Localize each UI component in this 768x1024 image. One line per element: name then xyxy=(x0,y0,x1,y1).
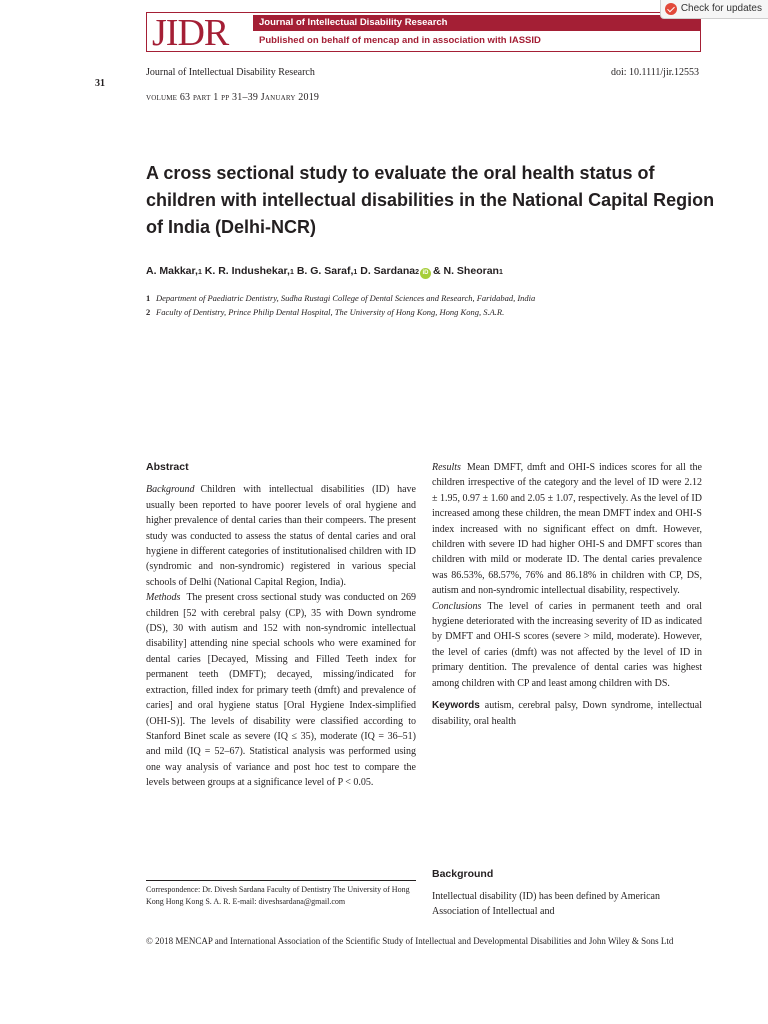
abstract-conclusions xyxy=(432,599,702,691)
journal-logo: JIDR xyxy=(152,12,229,54)
affiliation-text: Faculty of Dentistry, Prince Philip Dental Hospital, The University of Hong Kong, Hong Kong, S.A.R. xyxy=(156,307,505,317)
author-affil-mark: 1 xyxy=(353,269,358,276)
abstract-background xyxy=(146,482,416,590)
abstract-methods-text: The present cross sectional study was conducted on 269 children [52 with cerebral palsy (CP), 35 with Down syndrome (DS), 30 with autism and 152 with non-syndromic intellectual disability] attending nine special schools who were examined for dental caries [Decayed, Missing and Filled Teeth index for permanent teeth (DMFT); decayed, missing/indicated for extraction, filled index for primary teeth (dmft) and prevalence of caries] and oral hygiene status [Oral Hygiene Index-simplified (OHI-S)]. The levels of disability were classified according to Stanford Binet scale as severe (IQ ≤ 35), moderate (IQ = 36–51) and mild (IQ = 52–67). Statistical analysis was performed using one way analysis of variance and post hoc test to compare the levels between groups at a significance level of P < 0.05. xyxy=(146,592,416,789)
abstract-results xyxy=(432,460,702,599)
publisher-line: Published on behalf of mencap and in association with IASSID xyxy=(259,35,541,46)
abstract-right-column xyxy=(432,460,702,729)
affiliation-text: Department of Paediatric Dentistry, Sudha Rustagi College of Dental Sciences and Research, Faridabad, India xyxy=(156,293,536,303)
page-number: 31 xyxy=(95,78,105,89)
background-section xyxy=(432,868,702,920)
author-name[interactable]: K. R. Indushekar, xyxy=(204,265,290,277)
background-text: Intellectual disability (ID) has been defined by American Association of Intellectual and xyxy=(432,891,660,918)
check-for-updates-button[interactable] xyxy=(660,0,768,19)
doi-link[interactable]: doi: 10.1111/jir.12553 xyxy=(610,67,699,78)
author-name[interactable]: A. Makkar, xyxy=(146,265,198,277)
author-affil-mark: 1 xyxy=(197,269,202,276)
background-heading: Background xyxy=(432,868,494,880)
abstract-conclusions-text: The level of caries in permanent teeth and oral hygiene deteriorated with the increasing severity of ID as indicated by DMFT and OHI-S scores (severe > mild, moderate). However, the level of caries (dmft) was not affected by the level of ID in primary dentition. The prevalence of dental caries was highest among children with CP and least among children with DS. xyxy=(432,600,702,689)
abstract-conclusions-label: Conclusions xyxy=(432,600,482,612)
copyright-notice: © 2018 MENCAP and International Association of the Scientific Study of Intellectual and Developmental Disabilities and John Wiley & Sons Ltd xyxy=(146,936,674,946)
abstract-keywords xyxy=(432,698,702,729)
author-affil-mark: 2 xyxy=(415,269,420,276)
author-name[interactable]: & N. Sheoran xyxy=(433,265,499,277)
affiliation-number: 1 xyxy=(146,293,151,303)
check-updates-label: Check for updates xyxy=(680,3,762,14)
article-title: A cross sectional study to evaluate the oral health status of children with intellectual disabilities in the National Capital Region of India (Delhi-NCR) xyxy=(146,163,715,237)
abstract-heading: Abstract xyxy=(146,461,189,473)
affiliation-1 xyxy=(146,293,535,303)
author-affil-mark: 1 xyxy=(289,269,294,276)
abstract-background-label: Background xyxy=(146,484,195,496)
running-journal-name: Journal of Intellectual Disability Research xyxy=(146,67,315,78)
correspondence-note: Correspondence: Dr. Divesh Sardana Faculty of Dentistry The University of Hong Kong Hong Kong S. A. R. E-mail: diveshsardana@gmail.com xyxy=(146,885,410,906)
correspondence-divider xyxy=(146,880,416,881)
abstract-methods-label: Methods xyxy=(146,592,181,604)
abstract-methods xyxy=(146,590,416,790)
keywords-text: autism, cerebral palsy, Down syndrome, intellectual disability, oral health xyxy=(432,700,702,727)
journal-title-band: Journal of Intellectual Disability Research xyxy=(253,15,701,31)
abstract-left-column xyxy=(146,460,416,791)
abstract-results-text: Mean DMFT, dmft and OHI-S indices scores for all the children irrespective of the category and the level of ID were 2.12 ± 1.95, 0.97 ± 1.60 and 2.05 ± 1.07, respectively. As the level of ID increased among these children, the mean DMFT index and OHI-S index increased with no significant effect on dmft. However, children with severe ID had higher OHI-S and DMFT scores than children with mild or moderate ID. The dental caries prevalence was 86.53%, 68.57%, 76% and 86.18% in children with CP, DS, autism and non-syndromic intellectual disability, respectively. xyxy=(432,462,702,597)
check-updates-icon xyxy=(665,3,677,15)
author-name[interactable]: B. G. Saraf, xyxy=(296,265,354,277)
author-name[interactable]: D. Sardana xyxy=(360,265,416,277)
keywords-label: Keywords xyxy=(432,700,480,712)
affiliation-2 xyxy=(146,307,504,317)
author-list xyxy=(146,265,503,279)
orcid-icon[interactable]: iD xyxy=(420,268,431,279)
affiliation-number: 2 xyxy=(146,307,151,317)
abstract-results-label: Results xyxy=(432,462,461,473)
abstract-background-text: Children with intellectual disabilities (ID) have usually been reported to have poorer levels of oral hygiene and higher prevalence of dental caries than their compeers. The present study was conducted to assess the status of dental caries and oral hygiene in different categories of institutionalised children with ID (syndromic and non-syndromic) registered in various special schools of Delhi (National Capital Region, India). xyxy=(146,484,416,588)
author-affil-mark: 1 xyxy=(498,269,503,276)
volume-line: volume 63 part 1 pp 31–39 January 2019 xyxy=(146,92,320,103)
